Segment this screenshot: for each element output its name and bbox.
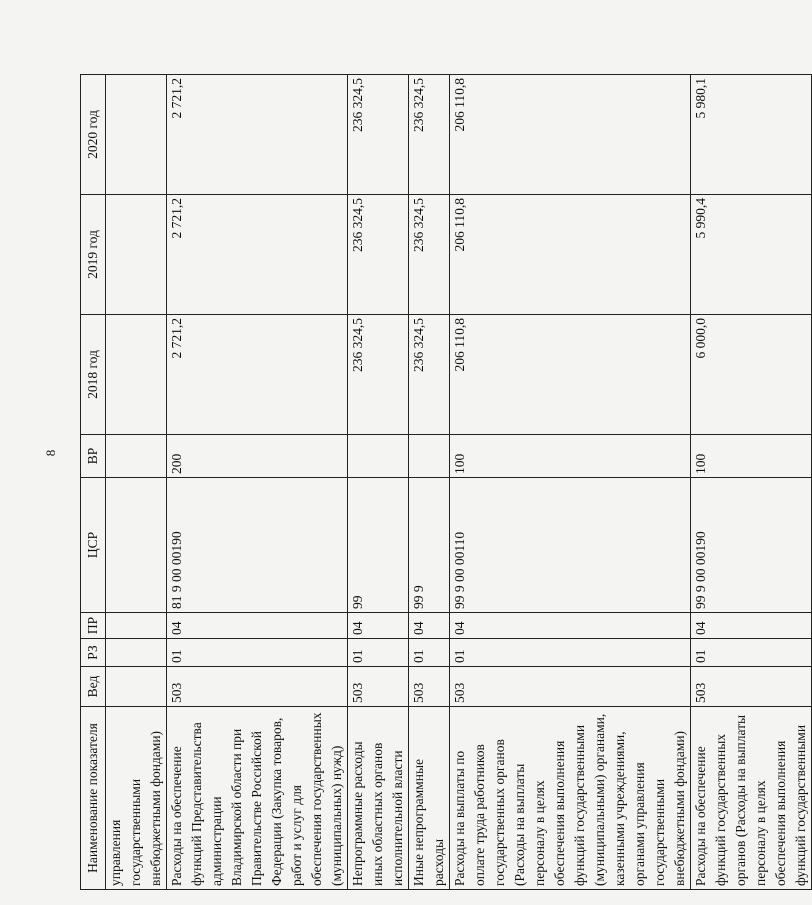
row-2019: 236 324,5 [348, 195, 409, 315]
row-pr: 04 [450, 613, 691, 639]
row-pr: 04 [691, 613, 812, 639]
budget-table [80, 74, 812, 890]
header-name: Наименование показателя [81, 707, 106, 890]
row-vr: 100 [691, 435, 812, 478]
row-csr: 81 9 00 00190 [167, 478, 348, 613]
row-name: Расходы на выплаты по оплате труда работников государственных органов (Расходы на выплаты персоналу в целях обеспечения выполнения функций государственными (муниципальными) органами, казенными учреждениями, органами управления государственными внебюджетными фондами) [450, 707, 691, 890]
row-2018: 206 110,8 [450, 315, 691, 435]
row-csr: 99 [348, 478, 409, 613]
row-2020: 2 721,2 [167, 75, 348, 195]
row-pr: 04 [409, 613, 450, 639]
row-csr: 99 9 00 00190 [691, 478, 812, 613]
row-vr: 100 [450, 435, 691, 478]
row-2019: 2 721,2 [167, 195, 348, 315]
row-rz: 01 [409, 639, 450, 667]
header-2020: 2020 год [81, 75, 106, 195]
row-2020: 236 324,5 [348, 75, 409, 195]
row-csr [106, 478, 167, 613]
table-row [348, 75, 409, 890]
row-2019: 206 110,8 [450, 195, 691, 315]
row-csr: 99 9 [409, 478, 450, 613]
table-row [106, 75, 167, 890]
header-rz: РЗ [81, 639, 106, 667]
row-2019 [106, 195, 167, 315]
row-ved: 503 [450, 667, 691, 707]
table-row [167, 75, 348, 890]
row-vr: 200 [167, 435, 348, 478]
row-2020: 236 324,5 [409, 75, 450, 195]
page-number: 8 [43, 449, 58, 457]
row-ved: 503 [691, 667, 812, 707]
table-row [691, 75, 812, 890]
row-ved: 503 [348, 667, 409, 707]
row-2020 [106, 75, 167, 195]
row-rz [106, 639, 167, 667]
header-2019: 2019 год [81, 195, 106, 315]
header-2018: 2018 год [81, 315, 106, 435]
row-2018: 236 324,5 [348, 315, 409, 435]
row-ved: 503 [409, 667, 450, 707]
row-2018 [106, 315, 167, 435]
row-ved: 503 [167, 667, 348, 707]
header-pr: ПР [81, 613, 106, 639]
row-name: управления государственными внебюджетными фондами) [106, 707, 167, 890]
row-name: Расходы на обеспечение функций государственных органов (Расходы на выплаты персоналу в целях обеспечения выполнения функций государственными [691, 707, 812, 890]
header-ved: Вед [81, 667, 106, 707]
row-vr [348, 435, 409, 478]
row-pr: 04 [167, 613, 348, 639]
header-vr: ВР [81, 435, 106, 478]
row-csr: 99 9 00 00110 [450, 478, 691, 613]
row-2019: 236 324,5 [409, 195, 450, 315]
row-ved [106, 667, 167, 707]
row-name: Непрограммные расходы иных областных органов исполнительной власти [348, 707, 409, 890]
row-2018: 236 324,5 [409, 315, 450, 435]
row-rz: 01 [348, 639, 409, 667]
row-vr [106, 435, 167, 478]
row-pr [106, 613, 167, 639]
row-2020: 5 980,1 [691, 75, 812, 195]
row-pr: 04 [348, 613, 409, 639]
row-name: Расходы на обеспечение функций Представительства администрации Владимирской области при Правительстве Российской Федерации (Закупка товаров, работ и услуг для обеспечения государственных (муниципальных) нужд) [167, 707, 348, 890]
rotated-page [80, 75, 808, 890]
table-row [409, 75, 450, 890]
row-rz: 01 [450, 639, 691, 667]
row-vr [409, 435, 450, 478]
table-header-row [81, 75, 106, 890]
row-2018: 2 721,2 [167, 315, 348, 435]
row-2019: 5 990,4 [691, 195, 812, 315]
header-csr: ЦСР [81, 478, 106, 613]
row-name: Иные непрограммные расходы [409, 707, 450, 890]
table-row [450, 75, 691, 890]
row-rz: 01 [167, 639, 348, 667]
row-2020: 206 110,8 [450, 75, 691, 195]
row-rz: 01 [691, 639, 812, 667]
row-2018: 6 000,0 [691, 315, 812, 435]
